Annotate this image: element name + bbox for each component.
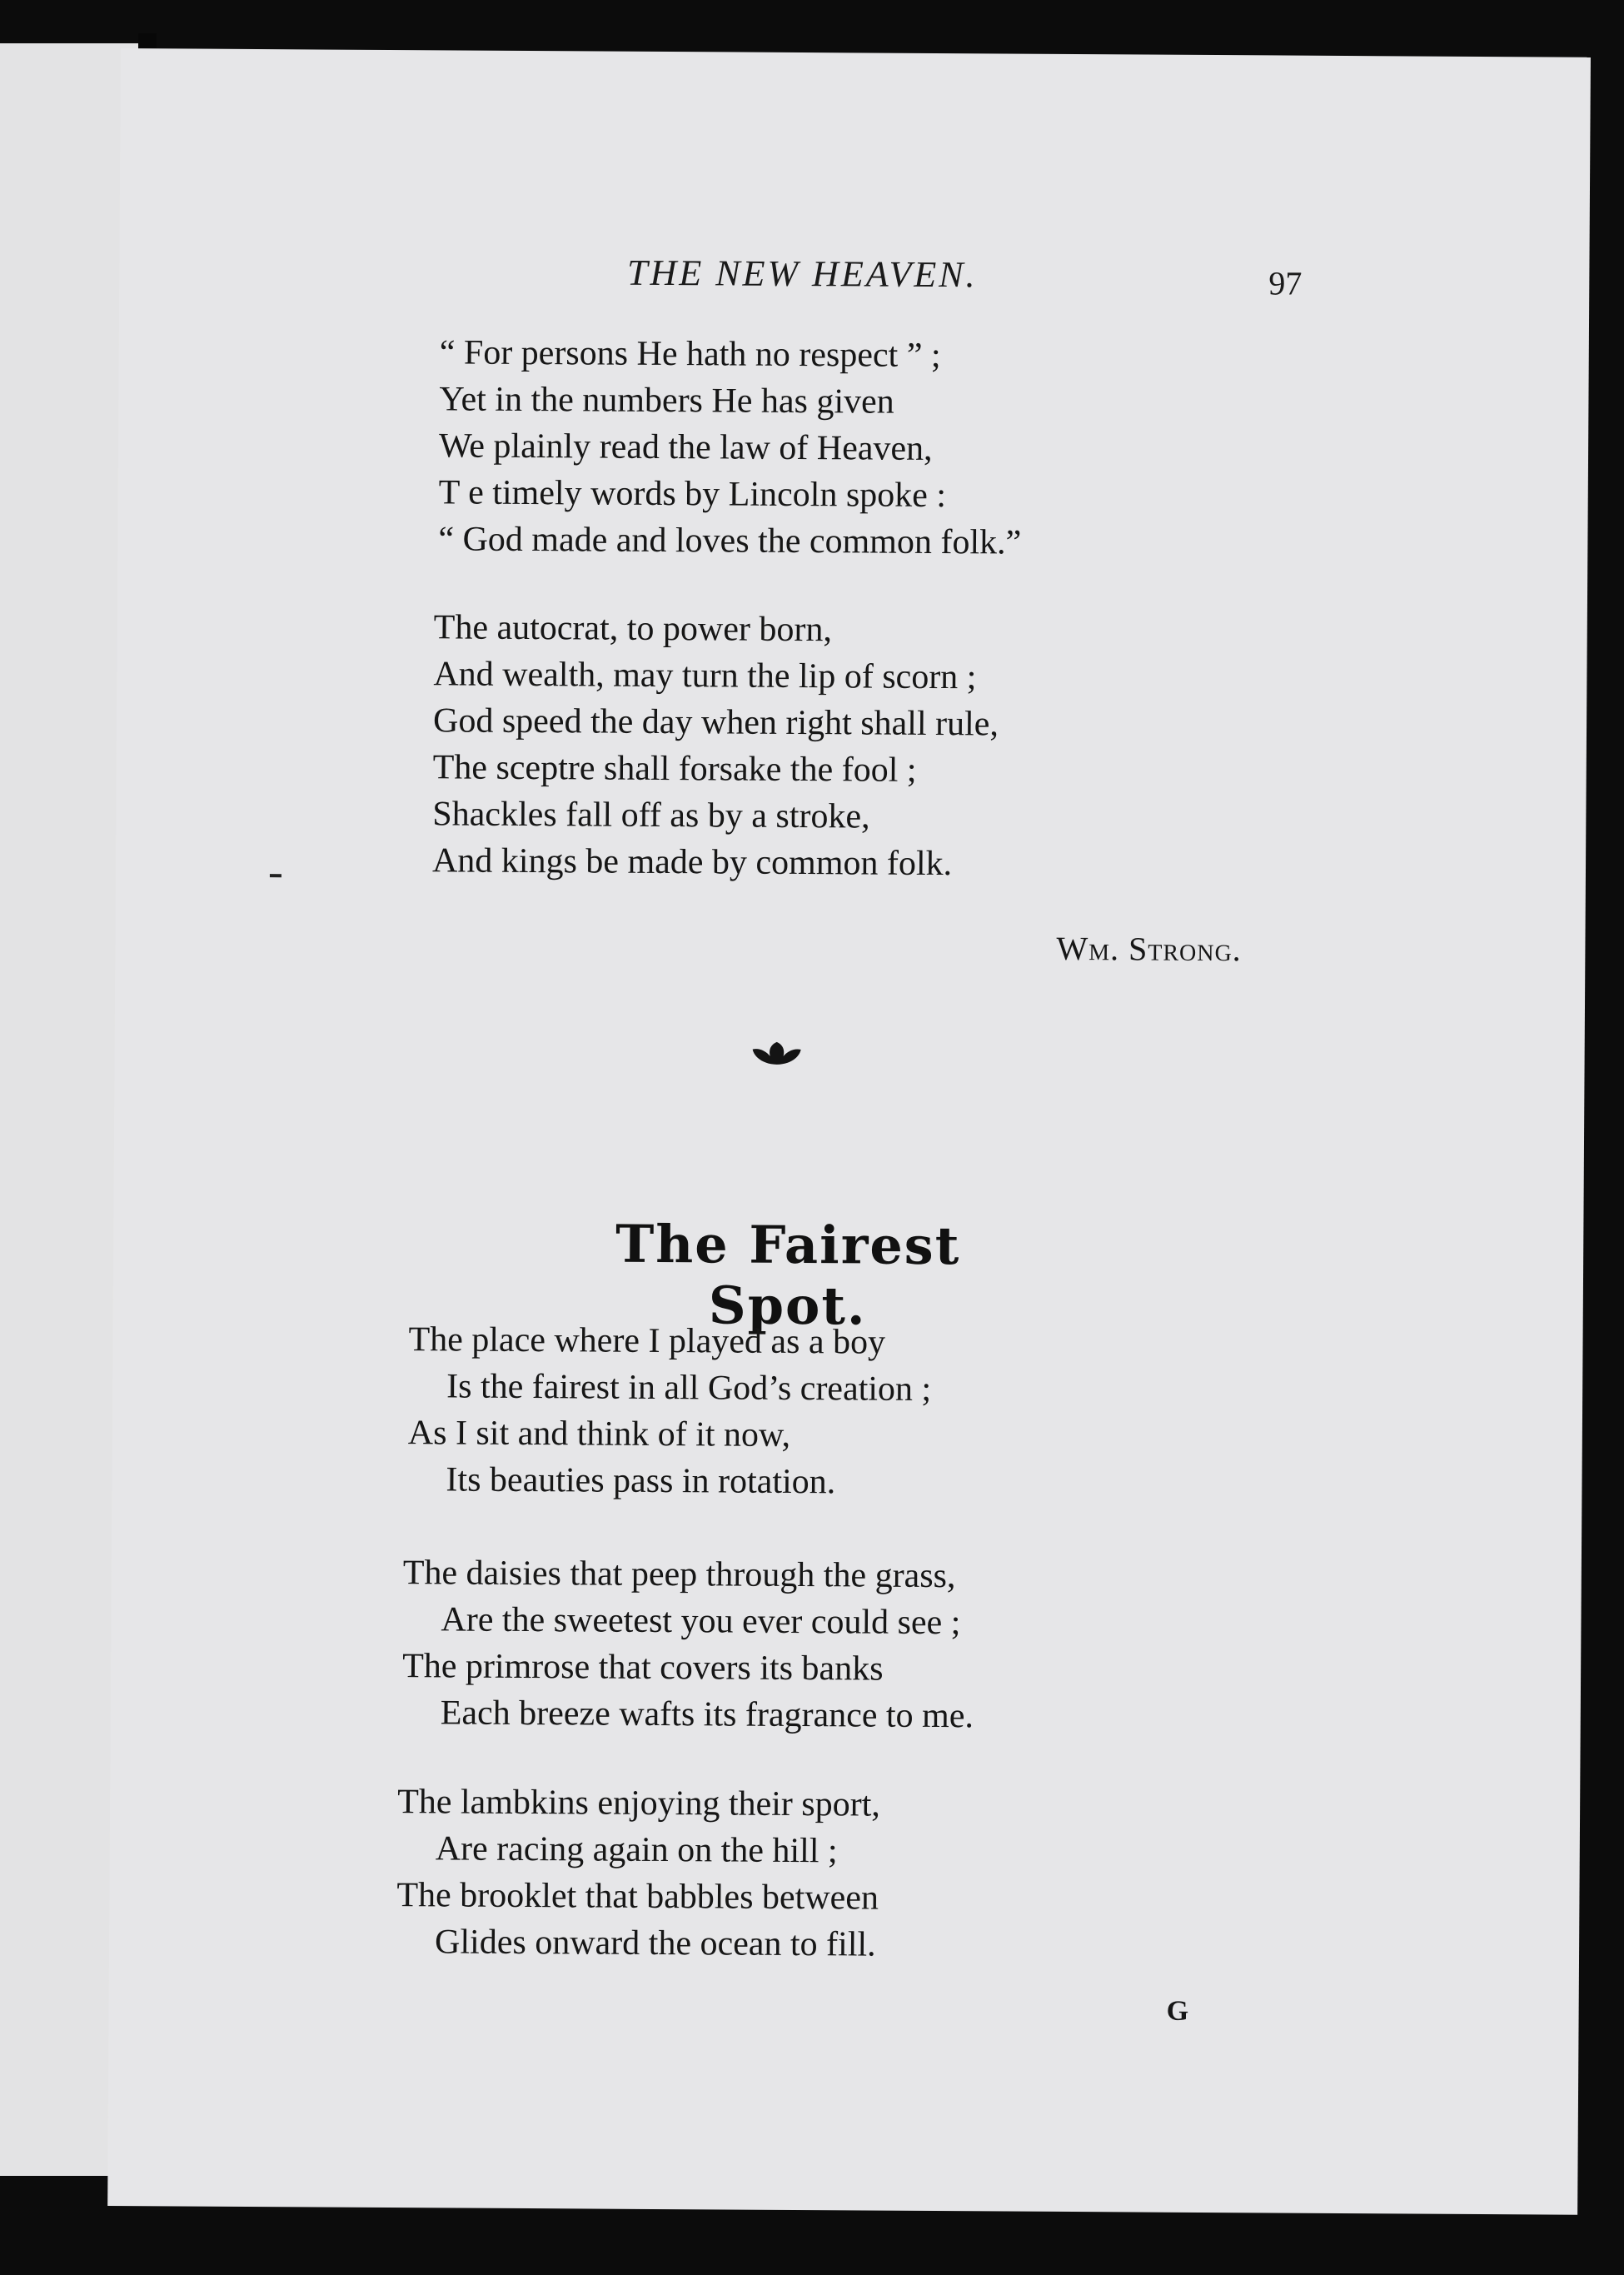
poem2-stanza-3 bbox=[396, 1779, 880, 1968]
poem2-stanza-2 bbox=[402, 1549, 975, 1739]
fleuron-icon bbox=[748, 1040, 806, 1068]
poem-line: The lambkins enjoying their sport, bbox=[397, 1783, 881, 1824]
poem-line: And wealth, may turn the lip of scorn ; bbox=[433, 655, 977, 697]
poem1-stanza-1 bbox=[438, 329, 1023, 566]
poem-line: The sceptre shall forsake the fool ; bbox=[432, 748, 917, 790]
page-number: 97 bbox=[1268, 264, 1303, 302]
poem-line: Glides onward the ocean to fill. bbox=[434, 1923, 876, 1964]
running-head: THE NEW HEAVEN. bbox=[626, 252, 978, 296]
poem-title: The Fairest Spot. bbox=[615, 1213, 961, 1337]
poem-line: God speed the day when right shall rule, bbox=[432, 701, 999, 744]
poem-line: Is the fairest in all God’s creation ; bbox=[446, 1367, 932, 1409]
poem-line: The place where I played as a boy bbox=[408, 1320, 886, 1362]
author-signature: Wm. Strong. bbox=[1056, 929, 1242, 969]
poem1-stanza-2 bbox=[432, 604, 999, 887]
margin-mark bbox=[270, 874, 281, 877]
poem-line: Shackles fall off as by a stroke, bbox=[432, 795, 870, 836]
poem-line: And kings be made by common folk. bbox=[431, 841, 953, 884]
poem-line: The daisies that peep through the grass, bbox=[402, 1554, 956, 1596]
poem-line: T e timely words by Lincoln spoke : bbox=[438, 473, 947, 516]
poem-line: Are racing again on the hill ; bbox=[435, 1829, 838, 1871]
poem-line: The autocrat, to power born, bbox=[433, 608, 833, 650]
poem-line: The brooklet that babbles between bbox=[396, 1876, 879, 1918]
poem-line: “ For persons He hath no respect ” ; bbox=[439, 333, 941, 376]
poem2-stanza-1 bbox=[407, 1316, 931, 1506]
poem-line: “ God made and loves the common folk.” bbox=[438, 520, 1022, 562]
poem-line: As I sit and think of it now, bbox=[407, 1414, 791, 1454]
signature-mark: G bbox=[1166, 1995, 1189, 2027]
poem-line: Each breeze wafts its fragrance to me. bbox=[440, 1694, 974, 1736]
poem-line: The primrose that covers its banks bbox=[402, 1647, 884, 1689]
poem-line: Are the sweetest you ever could see ; bbox=[441, 1600, 961, 1643]
poem-line: Its beauties pass in rotation. bbox=[446, 1460, 836, 1502]
right-page bbox=[107, 48, 1591, 2215]
poem-line: Yet in the numbers He has given bbox=[439, 380, 894, 422]
poem-line: We plainly read the law of Heaven, bbox=[438, 427, 933, 468]
